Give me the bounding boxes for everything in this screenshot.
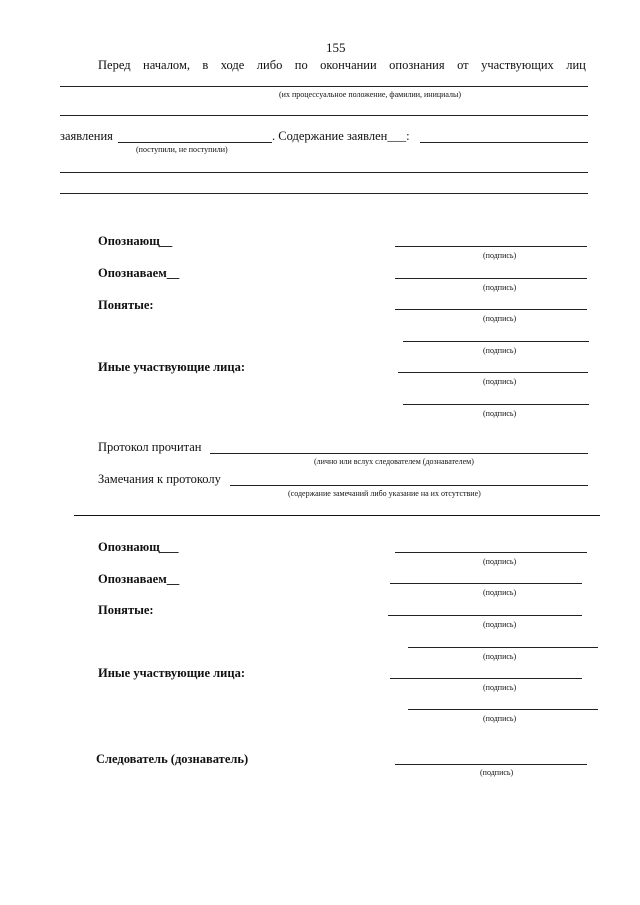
participants-hint: (их процессуальное положение, фамилии, инициалы) xyxy=(279,90,462,99)
intro-word: Перед xyxy=(98,58,131,72)
blank-line xyxy=(60,115,588,116)
blank-line xyxy=(60,172,588,173)
statements-content-line xyxy=(420,142,588,143)
identifying-label: Опознающ__ xyxy=(98,234,173,248)
signature-hint: (подпись) xyxy=(483,409,517,418)
statements-received-hint: (поступили, не поступили) xyxy=(136,145,228,154)
investigator-label: Следователь (дознаватель) xyxy=(96,752,249,766)
signature-line xyxy=(408,709,598,710)
remarks-hint: (содержание замечаний либо указание на их отсутствие) xyxy=(288,489,481,498)
witnesses-label: Понятые: xyxy=(98,603,154,617)
signature-hint: (подпись) xyxy=(483,251,517,260)
signature-line xyxy=(395,552,587,553)
blank-line xyxy=(60,193,588,194)
signature-line xyxy=(395,246,587,247)
intro-word: опознания xyxy=(389,58,445,72)
others-label: Иные участвующие лица: xyxy=(98,666,245,680)
identified-label: Опознаваем__ xyxy=(98,572,180,586)
investigator-signature-line xyxy=(395,764,587,765)
signature-line xyxy=(395,309,587,310)
intro-word: окончании xyxy=(320,58,377,72)
intro-word: либо xyxy=(256,58,283,72)
signature-hint: (подпись) xyxy=(483,283,517,292)
signature-hint: (подпись) xyxy=(483,314,517,323)
intro-line xyxy=(98,58,586,73)
page-number: 155 xyxy=(326,40,346,55)
remarks-label: Замечания к протоколу xyxy=(98,472,221,486)
signature-line xyxy=(390,583,582,584)
identifying-label: Опознающ___ xyxy=(98,540,179,554)
signature-hint: (подпись) xyxy=(483,652,517,661)
protocol-read-line xyxy=(210,453,588,454)
signature-line xyxy=(398,372,588,373)
statements-label: заявления xyxy=(60,129,113,143)
intro-word: началом, xyxy=(143,58,190,72)
signature-hint: (подпись) xyxy=(483,377,517,386)
statements-content-label: . Содержание заявлен___: xyxy=(272,129,410,143)
signature-hint: (подпись) xyxy=(483,346,517,355)
signature-line xyxy=(408,647,598,648)
investigator-signature-hint: (подпись) xyxy=(480,768,514,777)
intro-word: в xyxy=(202,58,209,72)
identified-label: Опознаваем__ xyxy=(98,266,180,280)
signature-line xyxy=(390,678,582,679)
participants-line xyxy=(60,86,588,87)
signature-hint: (подпись) xyxy=(483,620,517,629)
statements-blank xyxy=(118,142,272,143)
signature-line xyxy=(395,278,587,279)
intro-word: участвующих xyxy=(481,58,554,72)
others-label: Иные участвующие лица: xyxy=(98,360,245,374)
signature-hint: (подпись) xyxy=(483,714,517,723)
intro-word: по xyxy=(294,58,308,72)
protocol-read-label: Протокол прочитан xyxy=(98,440,202,454)
witnesses-label: Понятые: xyxy=(98,298,154,312)
protocol-read-hint: (лично или вслух следователем (дознавателем) xyxy=(314,457,474,466)
signature-line xyxy=(403,341,589,342)
remarks-line xyxy=(230,485,588,486)
signature-hint: (подпись) xyxy=(483,683,517,692)
signature-line xyxy=(403,404,589,405)
intro-word: ходе xyxy=(220,58,245,72)
signature-hint: (подпись) xyxy=(483,588,517,597)
signature-hint: (подпись) xyxy=(483,557,517,566)
intro-word: от xyxy=(457,58,469,72)
signature-line xyxy=(388,615,582,616)
intro-word: лиц xyxy=(566,58,586,72)
section-divider xyxy=(74,515,600,516)
